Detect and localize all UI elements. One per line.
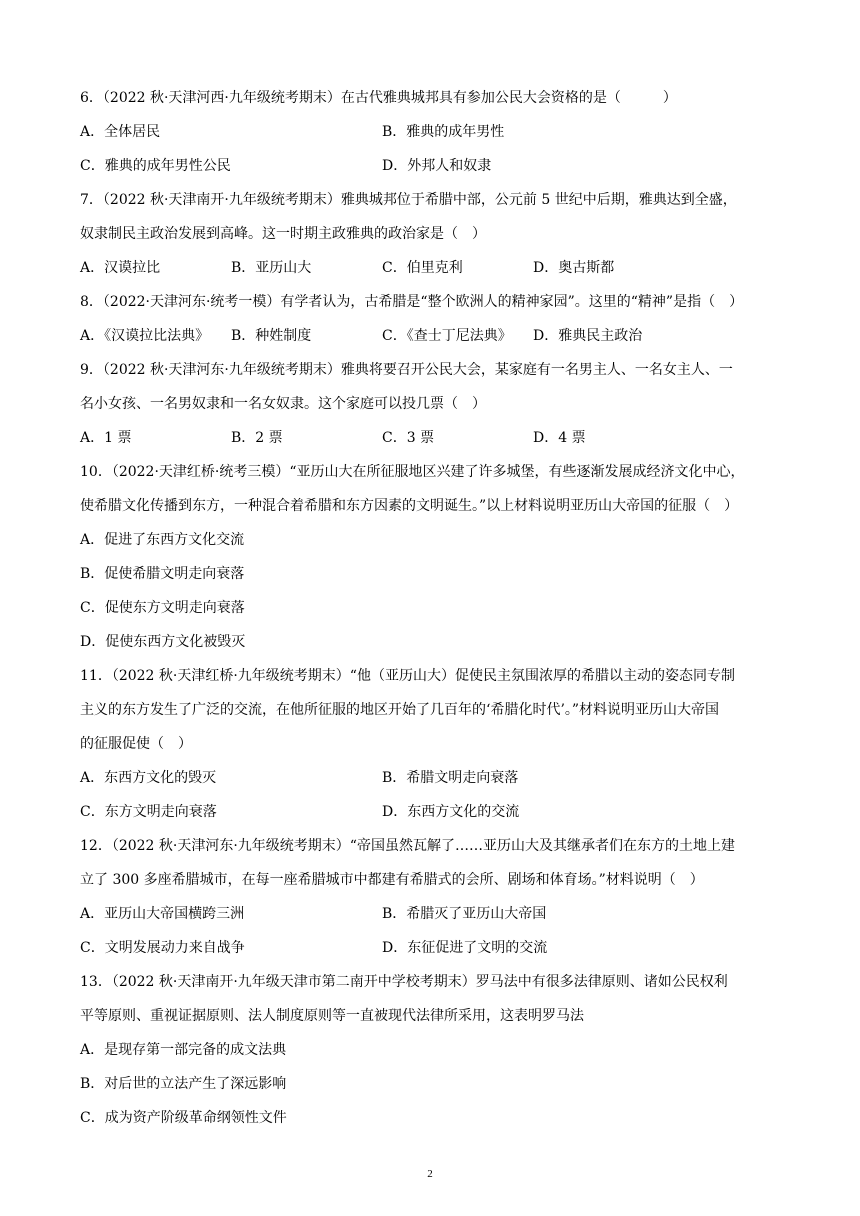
question-7-option-a: A．汉谟拉比 (80, 260, 161, 276)
question-13-stem-line-1: 13．（2022 秋·天津南开·九年级天津市第二南开中学校考期末）罗马法中有很多法律原则、诸如公民权利 (80, 974, 728, 990)
question-11-option-a: A．东西方文化的毁灭 (80, 770, 217, 786)
question-7-option-d: D．奥古斯都 (533, 260, 615, 276)
question-11-option-c: C．东方文明走向衰落 (80, 804, 217, 820)
question-8-option-d: D．雅典民主政治 (533, 328, 643, 344)
question-7-stem-line-1: 7．（2022 秋·天津南开·九年级统考期末）雅典城邦位于希腊中部，公元前 5 世纪中后期，雅典达到全盛， (80, 192, 737, 208)
question-6-option-b: B．雅典的成年男性 (382, 124, 505, 140)
question-13-option-b: B．对后世的立法产生了深远影响 (80, 1076, 287, 1092)
question-12-option-a: A．亚历山大帝国横跨三洲 (80, 906, 245, 922)
question-10-option-a: A．促进了东西方文化交流 (80, 532, 245, 548)
question-7-option-c: C．伯里克利 (382, 260, 463, 276)
question-10-stem-line-2: 使希腊文化传播到东方，一种混合着希腊和东方因素的文明诞生。”以上材料说明亚历山大帝国的征服（ ） (80, 498, 739, 514)
question-8-option-b: B．种姓制度 (231, 328, 312, 344)
question-9-stem-line-1: 9．（2022 秋·天津河东·九年级统考期末）雅典将要召开公民大会，某家庭有一名男主人、一名女主人、一 (80, 362, 733, 378)
question-6-stem: 6．（2022 秋·天津河西·九年级统考期末）在古代雅典城邦具有参加公民大会资格的是（ ） (80, 90, 677, 106)
question-12-stem-line-1: 12．（2022 秋·天津河东·九年级统考期末）“帝国虽然瓦解了……亚历山大及其继承者们在东方的土地上建 (80, 838, 735, 854)
question-11-stem-line-2: 主义的东方发生了广泛的交流，在他所征服的地区开始了几百年的‘希腊化时代’。”材料说明亚历山大帝国 (80, 702, 720, 718)
question-11-option-b: B．希腊文明走向衰落 (382, 770, 519, 786)
question-6-option-a: A．全体居民 (80, 124, 161, 140)
question-6-option-d: D．外邦人和奴隶 (382, 158, 492, 174)
question-6-option-c: C．雅典的成年男性公民 (80, 158, 231, 174)
page-number: 2 (427, 1168, 433, 1180)
question-8-option-c: C．《查士丁尼法典》 (382, 328, 512, 344)
question-11-stem-line-1: 11．（2022 秋·天津红桥·九年级统考期末）“他（亚历山大）促使民主氛围浓厚的希腊以主动的姿态同专制 (80, 668, 735, 684)
question-13-option-c: C．成为资产阶级革命纲领性文件 (80, 1110, 287, 1126)
question-7-stem-line-2: 奴隶制民主政治发展到高峰。这一时期主政雅典的政治家是（ ） (80, 226, 486, 242)
question-9-stem-line-2: 名小女孩、一名男奴隶和一名女奴隶。这个家庭可以投几票（ ） (80, 396, 486, 412)
question-8-stem: 8．（2022·天津河东·统考一模）有学者认为，古希腊是“整个欧洲人的精神家园”。这里的“精神”是指（ ） (80, 294, 744, 310)
question-9-option-b: B．2 票 (231, 430, 283, 446)
question-8-option-a: A．《汉谟拉比法典》 (80, 328, 210, 344)
question-9-option-a: A．1 票 (80, 430, 132, 446)
question-9-option-c: C．3 票 (382, 430, 435, 446)
question-13-stem-line-2: 平等原则、重视证据原则、法人制度原则等一直被现代法律所采用，这表明罗马法 (80, 1008, 584, 1024)
question-10-option-d: D．促使东西方文化被毁灭 (80, 634, 246, 650)
question-10-stem-line-1: 10．（2022·天津红桥·统考三模）“亚历山大在所征服地区兴建了许多城堡，有些逐渐发展成经济文化中心， (80, 464, 745, 480)
question-11-option-d: D．东西方文化的交流 (382, 804, 520, 820)
question-10-option-c: C．促使东方文明走向衰落 (80, 600, 245, 616)
question-12-option-c: C．文明发展动力来自战争 (80, 940, 245, 956)
question-12-option-d: D．东征促进了文明的交流 (382, 940, 548, 956)
question-13-option-a: A．是现存第一部完备的成文法典 (80, 1042, 287, 1058)
question-12-stem-line-2: 立了 300 多座希腊城市，在每一座希腊城市中都建有希腊式的会所、剧场和体育场。”材料说明（ ） (80, 872, 704, 888)
question-10-option-b: B．促使希腊文明走向衰落 (80, 566, 245, 582)
question-12-option-b: B．希腊灭了亚历山大帝国 (382, 906, 547, 922)
question-7-option-b: B．亚历山大 (231, 260, 312, 276)
question-9-option-d: D．4 票 (533, 430, 586, 446)
question-11-stem-line-3: 的征服促使（ ） (80, 736, 192, 752)
